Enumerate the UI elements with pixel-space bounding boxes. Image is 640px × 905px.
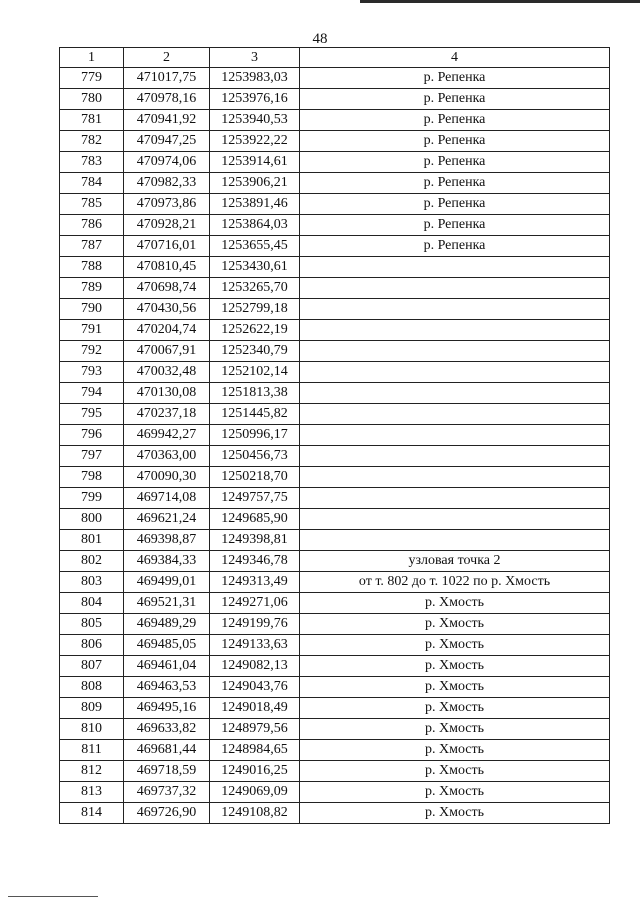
cell-point-number: 791: [60, 320, 124, 341]
cell-description: р. Хмость: [300, 656, 610, 677]
cell-y-coordinate: 1253265,70: [210, 278, 300, 299]
cell-x-coordinate: 469633,82: [124, 719, 210, 740]
table-row: [60, 404, 610, 425]
cell-y-coordinate: 1253914,61: [210, 152, 300, 173]
table-row: [60, 677, 610, 698]
table-row: [60, 509, 610, 530]
header-point-number: 1: [60, 48, 124, 68]
table-row: [60, 341, 610, 362]
cell-y-coordinate: 1250218,70: [210, 467, 300, 488]
cell-description: [300, 530, 610, 551]
cell-x-coordinate: 469489,29: [124, 614, 210, 635]
table-row: [60, 89, 610, 110]
cell-description: [300, 509, 610, 530]
table-body: [60, 68, 610, 824]
cell-description: [300, 488, 610, 509]
cell-description: р. Хмость: [300, 761, 610, 782]
table-row: [60, 656, 610, 677]
table-row: [60, 782, 610, 803]
scan-edge-top: [360, 0, 640, 3]
cell-point-number: 793: [60, 362, 124, 383]
cell-x-coordinate: 469942,27: [124, 425, 210, 446]
cell-x-coordinate: 469384,33: [124, 551, 210, 572]
cell-y-coordinate: 1249108,82: [210, 803, 300, 824]
header-x-coordinate: 2: [124, 48, 210, 68]
cell-point-number: 789: [60, 278, 124, 299]
table-row: [60, 446, 610, 467]
cell-x-coordinate: 470973,86: [124, 194, 210, 215]
cell-x-coordinate: 470204,74: [124, 320, 210, 341]
table-row: [60, 383, 610, 404]
cell-point-number: 788: [60, 257, 124, 278]
coordinates-table: [59, 47, 610, 824]
cell-description: [300, 467, 610, 488]
table-row: [60, 467, 610, 488]
cell-x-coordinate: 469485,05: [124, 635, 210, 656]
cell-y-coordinate: 1249199,76: [210, 614, 300, 635]
cell-point-number: 811: [60, 740, 124, 761]
cell-point-number: 779: [60, 68, 124, 89]
cell-y-coordinate: 1252799,18: [210, 299, 300, 320]
table-row: [60, 719, 610, 740]
cell-point-number: 802: [60, 551, 124, 572]
cell-y-coordinate: 1253655,45: [210, 236, 300, 257]
cell-description: р. Хмость: [300, 803, 610, 824]
cell-description: [300, 257, 610, 278]
cell-y-coordinate: 1249018,49: [210, 698, 300, 719]
cell-description: р. Репенка: [300, 236, 610, 257]
cell-point-number: 799: [60, 488, 124, 509]
cell-y-coordinate: 1248979,56: [210, 719, 300, 740]
cell-y-coordinate: 1253976,16: [210, 89, 300, 110]
cell-point-number: 806: [60, 635, 124, 656]
cell-point-number: 801: [60, 530, 124, 551]
cell-y-coordinate: 1250456,73: [210, 446, 300, 467]
cell-description: р. Репенка: [300, 173, 610, 194]
page-number: 48: [312, 31, 328, 47]
table-row: [60, 299, 610, 320]
cell-y-coordinate: 1249133,63: [210, 635, 300, 656]
cell-description: узловая точка 2: [300, 551, 610, 572]
cell-description: р. Хмость: [300, 614, 610, 635]
cell-y-coordinate: 1249016,25: [210, 761, 300, 782]
cell-point-number: 814: [60, 803, 124, 824]
cell-y-coordinate: 1249398,81: [210, 530, 300, 551]
cell-x-coordinate: 471017,75: [124, 68, 210, 89]
cell-description: р. Репенка: [300, 215, 610, 236]
cell-description: р. Репенка: [300, 152, 610, 173]
cell-point-number: 790: [60, 299, 124, 320]
cell-y-coordinate: 1253922,22: [210, 131, 300, 152]
cell-description: [300, 299, 610, 320]
cell-point-number: 810: [60, 719, 124, 740]
cell-description: [300, 362, 610, 383]
cell-y-coordinate: 1253864,03: [210, 215, 300, 236]
cell-x-coordinate: 469521,31: [124, 593, 210, 614]
cell-point-number: 780: [60, 89, 124, 110]
cell-y-coordinate: 1253906,21: [210, 173, 300, 194]
cell-y-coordinate: 1248984,65: [210, 740, 300, 761]
cell-y-coordinate: 1249082,13: [210, 656, 300, 677]
cell-x-coordinate: 470237,18: [124, 404, 210, 425]
cell-description: р. Репенка: [300, 194, 610, 215]
cell-point-number: 808: [60, 677, 124, 698]
cell-y-coordinate: 1249346,78: [210, 551, 300, 572]
cell-y-coordinate: 1252622,19: [210, 320, 300, 341]
cell-y-coordinate: 1249043,76: [210, 677, 300, 698]
cell-description: р. Хмость: [300, 740, 610, 761]
cell-x-coordinate: 469398,87: [124, 530, 210, 551]
cell-y-coordinate: 1253891,46: [210, 194, 300, 215]
cell-x-coordinate: 469621,24: [124, 509, 210, 530]
table-row: [60, 761, 610, 782]
table-row: [60, 215, 610, 236]
table-row: [60, 152, 610, 173]
cell-description: [300, 320, 610, 341]
cell-description: р. Репенка: [300, 131, 610, 152]
table-row: [60, 740, 610, 761]
header-y-coordinate: 3: [210, 48, 300, 68]
cell-x-coordinate: 469499,01: [124, 572, 210, 593]
cell-point-number: 792: [60, 341, 124, 362]
cell-x-coordinate: 470810,45: [124, 257, 210, 278]
cell-point-number: 794: [60, 383, 124, 404]
table-row: [60, 551, 610, 572]
cell-description: [300, 341, 610, 362]
cell-point-number: 804: [60, 593, 124, 614]
table-row: [60, 257, 610, 278]
cell-x-coordinate: 470974,06: [124, 152, 210, 173]
cell-x-coordinate: 470363,00: [124, 446, 210, 467]
table-row: [60, 173, 610, 194]
table-row: [60, 131, 610, 152]
cell-description: р. Хмость: [300, 677, 610, 698]
cell-description: [300, 404, 610, 425]
cell-point-number: 781: [60, 110, 124, 131]
cell-description: от т. 802 до т. 1022 по р. Хмость: [300, 572, 610, 593]
cell-x-coordinate: 469718,59: [124, 761, 210, 782]
cell-point-number: 812: [60, 761, 124, 782]
cell-description: р. Хмость: [300, 719, 610, 740]
cell-point-number: 813: [60, 782, 124, 803]
cell-y-coordinate: 1249685,90: [210, 509, 300, 530]
cell-y-coordinate: 1253430,61: [210, 257, 300, 278]
cell-description: [300, 446, 610, 467]
cell-point-number: 784: [60, 173, 124, 194]
table-row: [60, 614, 610, 635]
table-row: [60, 635, 610, 656]
cell-y-coordinate: 1249069,09: [210, 782, 300, 803]
table-row: [60, 572, 610, 593]
cell-y-coordinate: 1253983,03: [210, 68, 300, 89]
cell-y-coordinate: 1251813,38: [210, 383, 300, 404]
cell-point-number: 795: [60, 404, 124, 425]
cell-description: р. Репенка: [300, 68, 610, 89]
table-row: [60, 530, 610, 551]
cell-y-coordinate: 1253940,53: [210, 110, 300, 131]
table-row: [60, 236, 610, 257]
cell-x-coordinate: 470928,21: [124, 215, 210, 236]
cell-point-number: 782: [60, 131, 124, 152]
cell-point-number: 803: [60, 572, 124, 593]
table-row: [60, 110, 610, 131]
cell-description: р. Хмость: [300, 782, 610, 803]
cell-x-coordinate: 469681,44: [124, 740, 210, 761]
table-row: [60, 68, 610, 89]
cell-y-coordinate: 1250996,17: [210, 425, 300, 446]
table-row: [60, 698, 610, 719]
cell-y-coordinate: 1252340,79: [210, 341, 300, 362]
cell-point-number: 798: [60, 467, 124, 488]
table-row: [60, 593, 610, 614]
cell-x-coordinate: 470947,25: [124, 131, 210, 152]
cell-description: р. Репенка: [300, 89, 610, 110]
cell-x-coordinate: 469495,16: [124, 698, 210, 719]
cell-x-coordinate: 470978,16: [124, 89, 210, 110]
table-row: [60, 320, 610, 341]
cell-y-coordinate: 1249313,49: [210, 572, 300, 593]
cell-x-coordinate: 470090,30: [124, 467, 210, 488]
cell-description: р. Хмость: [300, 698, 610, 719]
cell-description: [300, 278, 610, 299]
cell-y-coordinate: 1249757,75: [210, 488, 300, 509]
cell-x-coordinate: 469737,32: [124, 782, 210, 803]
table-row: [60, 488, 610, 509]
cell-point-number: 809: [60, 698, 124, 719]
cell-description: р. Хмость: [300, 593, 610, 614]
cell-x-coordinate: 470716,01: [124, 236, 210, 257]
cell-x-coordinate: 469463,53: [124, 677, 210, 698]
cell-x-coordinate: 469714,08: [124, 488, 210, 509]
cell-point-number: 805: [60, 614, 124, 635]
table-row: [60, 278, 610, 299]
cell-x-coordinate: 470941,92: [124, 110, 210, 131]
table-row: [60, 194, 610, 215]
table-row: [60, 803, 610, 824]
cell-description: р. Репенка: [300, 110, 610, 131]
cell-point-number: 786: [60, 215, 124, 236]
cell-description: р. Хмость: [300, 635, 610, 656]
cell-y-coordinate: 1252102,14: [210, 362, 300, 383]
cell-x-coordinate: 470698,74: [124, 278, 210, 299]
cell-x-coordinate: 470067,91: [124, 341, 210, 362]
cell-point-number: 785: [60, 194, 124, 215]
cell-description: [300, 425, 610, 446]
cell-y-coordinate: 1251445,82: [210, 404, 300, 425]
cell-point-number: 783: [60, 152, 124, 173]
table-header: [60, 48, 610, 68]
scan-edge-bottom: [8, 896, 98, 897]
table-row: [60, 425, 610, 446]
cell-x-coordinate: 470032,48: [124, 362, 210, 383]
cell-x-coordinate: 469461,04: [124, 656, 210, 677]
cell-description: [300, 383, 610, 404]
cell-y-coordinate: 1249271,06: [210, 593, 300, 614]
cell-point-number: 800: [60, 509, 124, 530]
header-description: 4: [300, 48, 610, 68]
table-row: [60, 362, 610, 383]
table-header-row: [60, 48, 610, 68]
cell-point-number: 796: [60, 425, 124, 446]
cell-point-number: 807: [60, 656, 124, 677]
cell-point-number: 787: [60, 236, 124, 257]
cell-x-coordinate: 470982,33: [124, 173, 210, 194]
cell-x-coordinate: 469726,90: [124, 803, 210, 824]
cell-x-coordinate: 470430,56: [124, 299, 210, 320]
cell-point-number: 797: [60, 446, 124, 467]
cell-x-coordinate: 470130,08: [124, 383, 210, 404]
